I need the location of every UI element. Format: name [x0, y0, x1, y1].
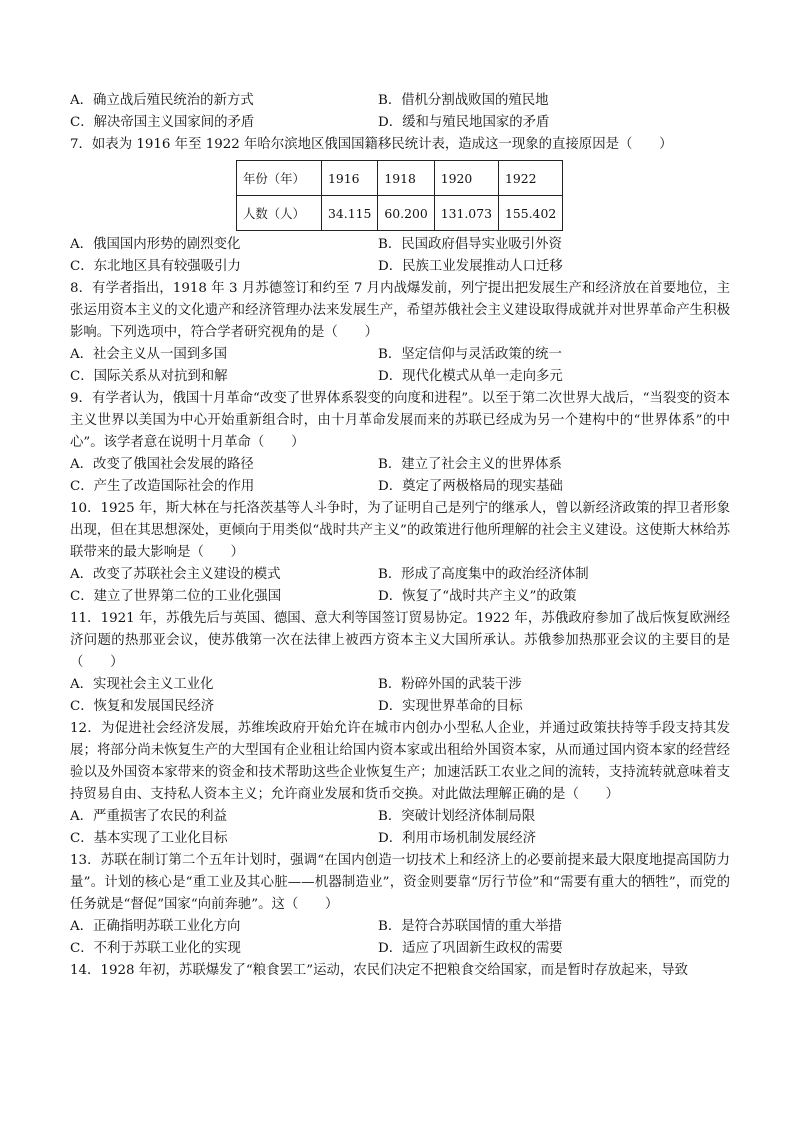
q10-option-d[interactable]: D．恢复了“战时共产主义”的政策 [378, 589, 577, 604]
q7-options [70, 234, 730, 278]
table-cell-count: 60.200 [378, 196, 434, 231]
q11-option-d[interactable]: D．实现世界革命的目标 [378, 699, 523, 714]
q12-stem: 12．为促进社会经济发展，苏维埃政府开始允许在城市内创办小型私人企业，并通过政策扶持等手段支持其发展；将部分尚未恢复生产的大型国有企业租让给国内资本家或出租给外国资本家，从而通过国内资本家的经营经验以及外国资本家带来的资金和技术帮助这些企业恢复生产；加速活跃工农业之间的流转，支持流转就意味着支持贸易自由、支持私人资本主义；允许商业发展和货币交换。对此做法理解正确的是（ ） [70, 721, 730, 802]
q6-options [70, 90, 730, 134]
q9-option-b[interactable]: B．建立了社会主义的世界体系 [378, 457, 562, 472]
q11-stem: 11．1921 年，苏俄先后与英国、德国、意大利等国签订贸易协定。1922 年，苏俄政府参加了战后恢复欧洲经济问题的热那亚会议，使苏俄第一次在法律上被西方资本主义大国所承认。苏俄参加热那亚会议的主要目的是（ ） [70, 611, 730, 670]
q8-option-d[interactable]: D．现代化模式从单一走向多元 [378, 369, 563, 384]
table-header-year: 年份（年） [237, 161, 322, 196]
q10-options [70, 564, 730, 608]
q9-option-c[interactable]: C．产生了改造国际社会的作用 [70, 479, 255, 494]
q10-option-c[interactable]: C．建立了世界第二位的工业化强国 [70, 589, 282, 604]
table-header-count: 人数（人） [237, 196, 322, 231]
q8-option-c[interactable]: C．国际关系从对抗到和解 [70, 369, 228, 384]
q8-option-b[interactable]: B．坚定信仰与灵活政策的统一 [378, 347, 562, 362]
q11-option-b[interactable]: B．粉碎外国的武装干涉 [378, 677, 522, 692]
q7-option-d[interactable]: D．民族工业发展推动人口迁移 [378, 259, 563, 274]
q8-stem: 8．有学者指出，1918 年 3 月苏德签订和约至 7 月内战爆发前，列宁提出把发展生产和经济放在首要地位，主张运用资本主义的文化遗产和经济管理办法来发展生产，希望苏俄社会主义建设取得成就并对世界革命产生积极影响。下列选项中，符合学者研究视角的是（ ） [70, 281, 730, 340]
q13-option-d[interactable]: D．适应了巩固新生政权的需要 [378, 941, 563, 956]
table-row [237, 196, 563, 231]
q9-options [70, 454, 730, 498]
q10-stem: 10．1925 年，斯大林在与托洛茨基等人斗争时，为了证明自己是列宁的继承人，曾以新经济政策的捍卫者形象出现，但在其思想深处，更倾向于用类似“战时共产主义”的政策进行他所理解的社会主义建设。这使斯大林给苏联带来的最大影响是（ ） [70, 501, 730, 560]
q10-option-a[interactable]: A．改变了苏联社会主义建设的模式 [70, 567, 281, 582]
q6-option-a[interactable]: A．确立战后殖民统治的新方式 [70, 93, 254, 108]
q7-option-a[interactable]: A．俄国国内形势的剧烈变化 [70, 237, 241, 252]
table-cell-year: 1920 [434, 161, 498, 196]
q6-option-b[interactable]: B．借机分割战败国的殖民地 [378, 93, 549, 108]
q11-option-c[interactable]: C．恢复和发展国民经济 [70, 699, 215, 714]
q14-stem: 14．1928 年初，苏联爆发了“粮食罢工”运动，农民们决定不把粮食交给国家，而是暂时存放起来，导致 [70, 963, 689, 978]
q13-option-a[interactable]: A．正确指明苏联工业化方向 [70, 919, 241, 934]
q8-options [70, 344, 730, 388]
q13-stem: 13．苏联在制订第二个五年计划时，强调“在国内创造一切技术上和经济上的必要前提来最大限度地提高国防力量”。计划的核心是“重工业及其心脏——机器制造业”，资金则要靠“厉行节俭”和“需要有重大的牺牲”，而党的任务就是“督促”国家“向前奔驰”。这（ ） [70, 853, 730, 912]
q13-options [70, 916, 730, 960]
q7-option-c[interactable]: C．东北地区具有较强吸引力 [70, 259, 241, 274]
q11-option-a[interactable]: A．实现社会主义工业化 [70, 677, 214, 692]
q7-migration-table [236, 160, 563, 231]
table-cell-year: 1916 [322, 161, 378, 196]
q9-option-d[interactable]: D．奠定了两极格局的现实基础 [378, 479, 563, 494]
table-row [237, 161, 563, 196]
table-cell-count: 131.073 [434, 196, 498, 231]
q7-stem: 7．如表为 1916 年至 1922 年哈尔滨地区俄国国籍移民统计表，造成这一现象的直接原因是（ ） [70, 137, 673, 152]
exam-page [70, 90, 730, 982]
q12-option-a[interactable]: A．严重损害了农民的利益 [70, 809, 227, 824]
q6-option-d[interactable]: D．缓和与殖民地国家的矛盾 [378, 115, 550, 130]
q7-option-b[interactable]: B．民国政府倡导实业吸引外资 [378, 237, 562, 252]
q12-options [70, 806, 730, 850]
q12-option-b[interactable]: B．突破计划经济体制局限 [378, 809, 536, 824]
table-cell-count: 155.402 [498, 196, 562, 231]
q13-option-c[interactable]: C．不利于苏联工业化的实现 [70, 941, 241, 956]
q13-option-b[interactable]: B．是符合苏联国情的重大举措 [378, 919, 562, 934]
q9-option-a[interactable]: A．改变了俄国社会发展的路径 [70, 457, 254, 472]
q11-options [70, 674, 730, 718]
q12-option-c[interactable]: C．基本实现了工业化目标 [70, 831, 228, 846]
table-cell-year: 1918 [378, 161, 434, 196]
q9-stem: 9．有学者认为，俄国十月革命“改变了世界体系裂变的向度和进程”。以至于第二次世界大战后，“当裂变的资本主义世界以美国为中心开始重新组合时，由十月革命发展而来的苏联已经成为另一个建构中的“世界体系”的中心”。该学者意在说明十月革命（ ） [70, 391, 730, 450]
q8-option-a[interactable]: A．社会主义从一国到多国 [70, 347, 227, 362]
q12-option-d[interactable]: D．利用市场机制发展经济 [378, 831, 537, 846]
q6-option-c[interactable]: C．解决帝国主义国家间的矛盾 [70, 115, 255, 130]
table-cell-year: 1922 [498, 161, 562, 196]
q10-option-b[interactable]: B．形成了高度集中的政治经济体制 [378, 567, 589, 582]
table-cell-count: 34.115 [322, 196, 378, 231]
